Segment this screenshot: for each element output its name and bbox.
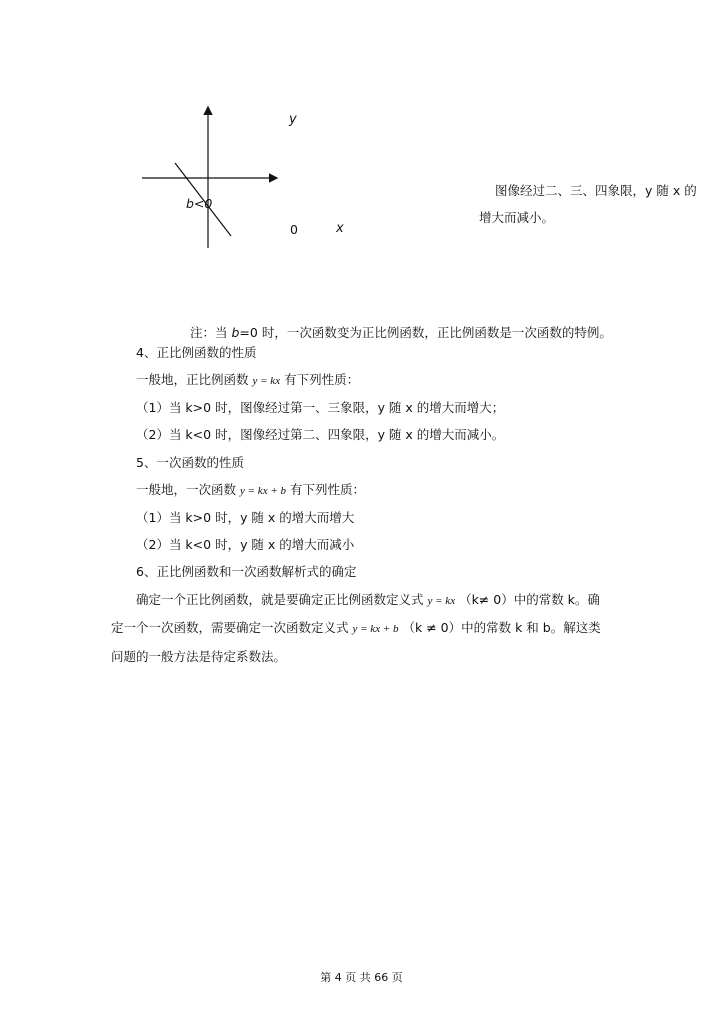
section4-heading: 4、正比例函数的性质 [136, 345, 257, 360]
section6-p2-a: 定一个一次函数，需要确定一次函数定义式 [111, 620, 349, 635]
section5-heading: 5、一次函数的性质 [136, 455, 244, 470]
graph-note-line2: 增大而减小。 [479, 210, 555, 225]
note-rest: =0 时，一次函数变为正比例函数，正比例函数是一次函数的特例。 [239, 325, 612, 340]
note-paragraph [190, 323, 612, 341]
section6-p1-b: （k≠ 0）中的常数 k。确 [459, 592, 600, 607]
section4-intro-b: 有下列性质： [284, 372, 360, 387]
section5-item1: （1）当 k>0 时，y 随 x 的增大而增大 [136, 510, 355, 525]
note-prefix: 注：当 [190, 325, 232, 340]
section6-line1 [136, 590, 600, 608]
section4-intro-a: 一般地，正比例函数 [136, 372, 249, 387]
origin-label: 0 [290, 222, 298, 237]
section5-intro-a: 一般地，一次函数 [136, 482, 237, 497]
section5-intro [136, 480, 365, 498]
section5-intro-b: 有下列性质： [289, 482, 365, 497]
graph-note-line1: 图像经过二、三、四象限，y 随 x 的 [495, 183, 697, 198]
section6-p1-formula: y = kx [427, 595, 456, 607]
b-label [186, 196, 212, 211]
x-axis-label: x [336, 221, 344, 236]
b-label-text: b<0 [186, 196, 213, 211]
section4-item1: （1）当 k>0 时，图像经过第一、三象限，y 随 x 的增大而增大； [136, 400, 505, 415]
section4-formula: y = kx [252, 375, 281, 387]
section6-line3: 问题的一般方法是待定系数法。 [111, 649, 287, 664]
note-var-b: b [231, 325, 240, 340]
section6-p1-a: 确定一个正比例函数，就是要确定正比例函数定义式 [136, 592, 424, 607]
section5-item2: （2）当 k<0 时，y 随 x 的增大而减小 [136, 537, 355, 552]
section5-formula: y = kx + b [240, 485, 286, 497]
function-graph [130, 100, 290, 260]
section4-intro [136, 370, 359, 388]
section6-p2-formula: y = kx + b [352, 623, 399, 635]
section4-item2: （2）当 k<0 时，图像经过第二、四象限，y 随 x 的增大而减小。 [136, 427, 505, 442]
section6-line2 [111, 618, 601, 636]
section6-heading: 6、正比例函数和一次函数解析式的确定 [136, 564, 357, 579]
y-axis-label: y [289, 112, 297, 127]
section6-p2-b: （k ≠ 0）中的常数 k 和 b。解这类 [402, 620, 601, 635]
page-footer: 第 4 页 共 66 页 [320, 971, 403, 984]
